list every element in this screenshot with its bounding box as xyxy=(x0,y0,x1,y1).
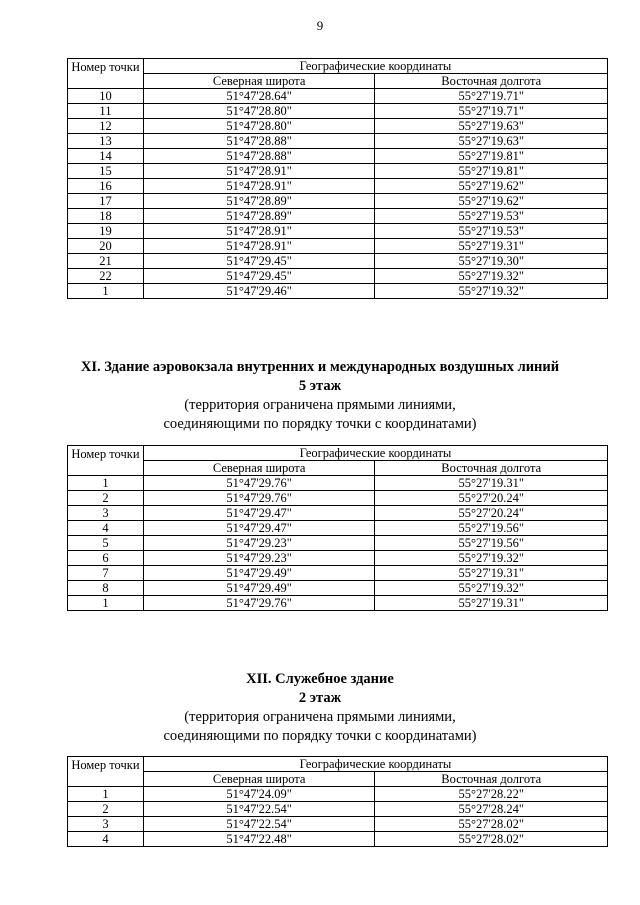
section-xi-note-line2: соединяющими по порядку точки с координатами) xyxy=(163,416,477,432)
point-number-cell: 7 xyxy=(68,566,144,581)
table-row xyxy=(68,832,608,847)
table-row xyxy=(68,239,608,254)
point-number-cell: 3 xyxy=(68,506,144,521)
header-coordinates: Географические координаты xyxy=(143,446,607,461)
longitude-cell: 55°27'28.02" xyxy=(375,832,608,847)
point-number-cell: 2 xyxy=(68,802,144,817)
longitude-cell: 55°27'19.71" xyxy=(375,89,608,104)
header-point-number: Номер точки xyxy=(68,59,144,89)
longitude-cell: 55°27'19.63" xyxy=(375,134,608,149)
latitude-cell: 51°47'29.49" xyxy=(143,581,375,596)
longitude-cell: 55°27'19.31" xyxy=(375,476,608,491)
point-number-cell: 1 xyxy=(68,596,144,611)
table-row xyxy=(68,119,608,134)
coordinates-table-section-xii xyxy=(67,756,608,847)
latitude-cell: 51°47'28.88" xyxy=(143,149,375,164)
longitude-cell: 55°27'19.81" xyxy=(375,149,608,164)
longitude-cell: 55°27'19.53" xyxy=(375,224,608,239)
point-number-cell: 11 xyxy=(68,104,144,119)
latitude-cell: 51°47'29.45" xyxy=(143,269,375,284)
page-number: 9 xyxy=(316,18,324,33)
table-row xyxy=(68,164,608,179)
table-row xyxy=(68,284,608,299)
point-number-cell: 18 xyxy=(68,209,144,224)
longitude-cell: 55°27'28.02" xyxy=(375,817,608,832)
latitude-cell: 51°47'29.23" xyxy=(143,551,375,566)
table-row xyxy=(68,566,608,581)
table-row xyxy=(68,521,608,536)
latitude-cell: 51°47'28.88" xyxy=(143,134,375,149)
table-row xyxy=(68,596,608,611)
latitude-cell: 51°47'29.46" xyxy=(143,284,375,299)
latitude-cell: 51°47'24.09" xyxy=(143,787,375,802)
section-xi-heading xyxy=(0,358,640,434)
section-xii-note-line1: (территория ограничена прямыми линиями, xyxy=(184,709,456,725)
longitude-cell: 55°27'19.30" xyxy=(375,254,608,269)
table-row xyxy=(68,104,608,119)
longitude-cell: 55°27'19.31" xyxy=(375,566,608,581)
point-number-cell: 2 xyxy=(68,491,144,506)
point-number-cell: 3 xyxy=(68,817,144,832)
longitude-cell: 55°27'19.31" xyxy=(375,239,608,254)
header-coordinates: Географические координаты xyxy=(143,757,607,772)
longitude-cell: 55°27'19.53" xyxy=(375,209,608,224)
point-number-cell: 12 xyxy=(68,119,144,134)
latitude-cell: 51°47'28.80" xyxy=(143,119,375,134)
longitude-cell: 55°27'19.56" xyxy=(375,536,608,551)
coordinates-table-section-xi xyxy=(67,445,608,611)
longitude-cell: 55°27'19.32" xyxy=(375,269,608,284)
header-longitude: Восточная долгота xyxy=(375,772,608,787)
header-point-number: Номер точки xyxy=(68,446,144,476)
table-row xyxy=(68,536,608,551)
section-xii-title: XII. Служебное здание xyxy=(246,671,394,687)
latitude-cell: 51°47'28.89" xyxy=(143,194,375,209)
header-latitude: Северная широта xyxy=(143,772,375,787)
point-number-cell: 6 xyxy=(68,551,144,566)
point-number-cell: 15 xyxy=(68,164,144,179)
latitude-cell: 51°47'28.91" xyxy=(143,224,375,239)
point-number-cell: 4 xyxy=(68,521,144,536)
longitude-cell: 55°27'19.71" xyxy=(375,104,608,119)
longitude-cell: 55°27'19.32" xyxy=(375,551,608,566)
table-row xyxy=(68,209,608,224)
header-longitude: Восточная долгота xyxy=(375,461,608,476)
latitude-cell: 51°47'22.54" xyxy=(143,817,375,832)
longitude-cell: 55°27'19.32" xyxy=(375,284,608,299)
longitude-cell: 55°27'20.24" xyxy=(375,506,608,521)
table-row xyxy=(68,269,608,284)
latitude-cell: 51°47'22.48" xyxy=(143,832,375,847)
latitude-cell: 51°47'29.45" xyxy=(143,254,375,269)
point-number-cell: 14 xyxy=(68,149,144,164)
latitude-cell: 51°47'29.76" xyxy=(143,596,375,611)
longitude-cell: 55°27'28.22" xyxy=(375,787,608,802)
longitude-cell: 55°27'19.62" xyxy=(375,194,608,209)
longitude-cell: 55°27'19.81" xyxy=(375,164,608,179)
latitude-cell: 51°47'29.49" xyxy=(143,566,375,581)
table-row xyxy=(68,491,608,506)
latitude-cell: 51°47'29.47" xyxy=(143,521,375,536)
latitude-cell: 51°47'22.54" xyxy=(143,802,375,817)
section-xi-note-line1: (территория ограничена прямыми линиями, xyxy=(184,397,456,413)
header-coordinates: Географические координаты xyxy=(143,59,607,74)
table-row xyxy=(68,194,608,209)
table-row xyxy=(68,506,608,521)
point-number-cell: 17 xyxy=(68,194,144,209)
latitude-cell: 51°47'28.91" xyxy=(143,239,375,254)
table-row xyxy=(68,581,608,596)
longitude-cell: 55°27'19.63" xyxy=(375,119,608,134)
point-number-cell: 10 xyxy=(68,89,144,104)
longitude-cell: 55°27'19.56" xyxy=(375,521,608,536)
table-row xyxy=(68,254,608,269)
point-number-cell: 5 xyxy=(68,536,144,551)
point-number-cell: 20 xyxy=(68,239,144,254)
longitude-cell: 55°27'28.24" xyxy=(375,802,608,817)
longitude-cell: 55°27'19.31" xyxy=(375,596,608,611)
latitude-cell: 51°47'28.64" xyxy=(143,89,375,104)
latitude-cell: 51°47'29.76" xyxy=(143,476,375,491)
longitude-cell: 55°27'19.62" xyxy=(375,179,608,194)
coordinates-table-1 xyxy=(67,58,608,299)
section-xii-heading xyxy=(0,670,640,746)
point-number-cell: 22 xyxy=(68,269,144,284)
longitude-cell: 55°27'19.32" xyxy=(375,581,608,596)
table-row xyxy=(68,551,608,566)
section-xi-floor: 5 этаж xyxy=(298,378,342,394)
header-latitude: Северная широта xyxy=(143,74,375,89)
table-row xyxy=(68,179,608,194)
header-point-number: Номер точки xyxy=(68,757,144,787)
point-number-cell: 4 xyxy=(68,832,144,847)
table-row xyxy=(68,224,608,239)
latitude-cell: 51°47'28.89" xyxy=(143,209,375,224)
latitude-cell: 51°47'28.91" xyxy=(143,164,375,179)
point-number-cell: 1 xyxy=(68,476,144,491)
table-row xyxy=(68,476,608,491)
point-number-cell: 1 xyxy=(68,787,144,802)
point-number-cell: 16 xyxy=(68,179,144,194)
latitude-cell: 51°47'29.76" xyxy=(143,491,375,506)
latitude-cell: 51°47'29.23" xyxy=(143,536,375,551)
table-row xyxy=(68,89,608,104)
latitude-cell: 51°47'28.80" xyxy=(143,104,375,119)
section-xii-note-line2: соединяющими по порядку точки с координатами) xyxy=(163,728,477,744)
point-number-cell: 19 xyxy=(68,224,144,239)
point-number-cell: 1 xyxy=(68,284,144,299)
longitude-cell: 55°27'20.24" xyxy=(375,491,608,506)
section-xi-title: XI. Здание аэровокзала внутренних и международных воздушных линий xyxy=(80,359,560,375)
section-xii-floor: 2 этаж xyxy=(298,690,342,706)
table-row xyxy=(68,787,608,802)
header-latitude: Северная широта xyxy=(143,461,375,476)
table-row xyxy=(68,134,608,149)
point-number-cell: 21 xyxy=(68,254,144,269)
latitude-cell: 51°47'29.47" xyxy=(143,506,375,521)
header-longitude: Восточная долгота xyxy=(375,74,608,89)
latitude-cell: 51°47'28.91" xyxy=(143,179,375,194)
table-row xyxy=(68,817,608,832)
table-row xyxy=(68,802,608,817)
table-row xyxy=(68,149,608,164)
point-number-cell: 8 xyxy=(68,581,144,596)
point-number-cell: 13 xyxy=(68,134,144,149)
